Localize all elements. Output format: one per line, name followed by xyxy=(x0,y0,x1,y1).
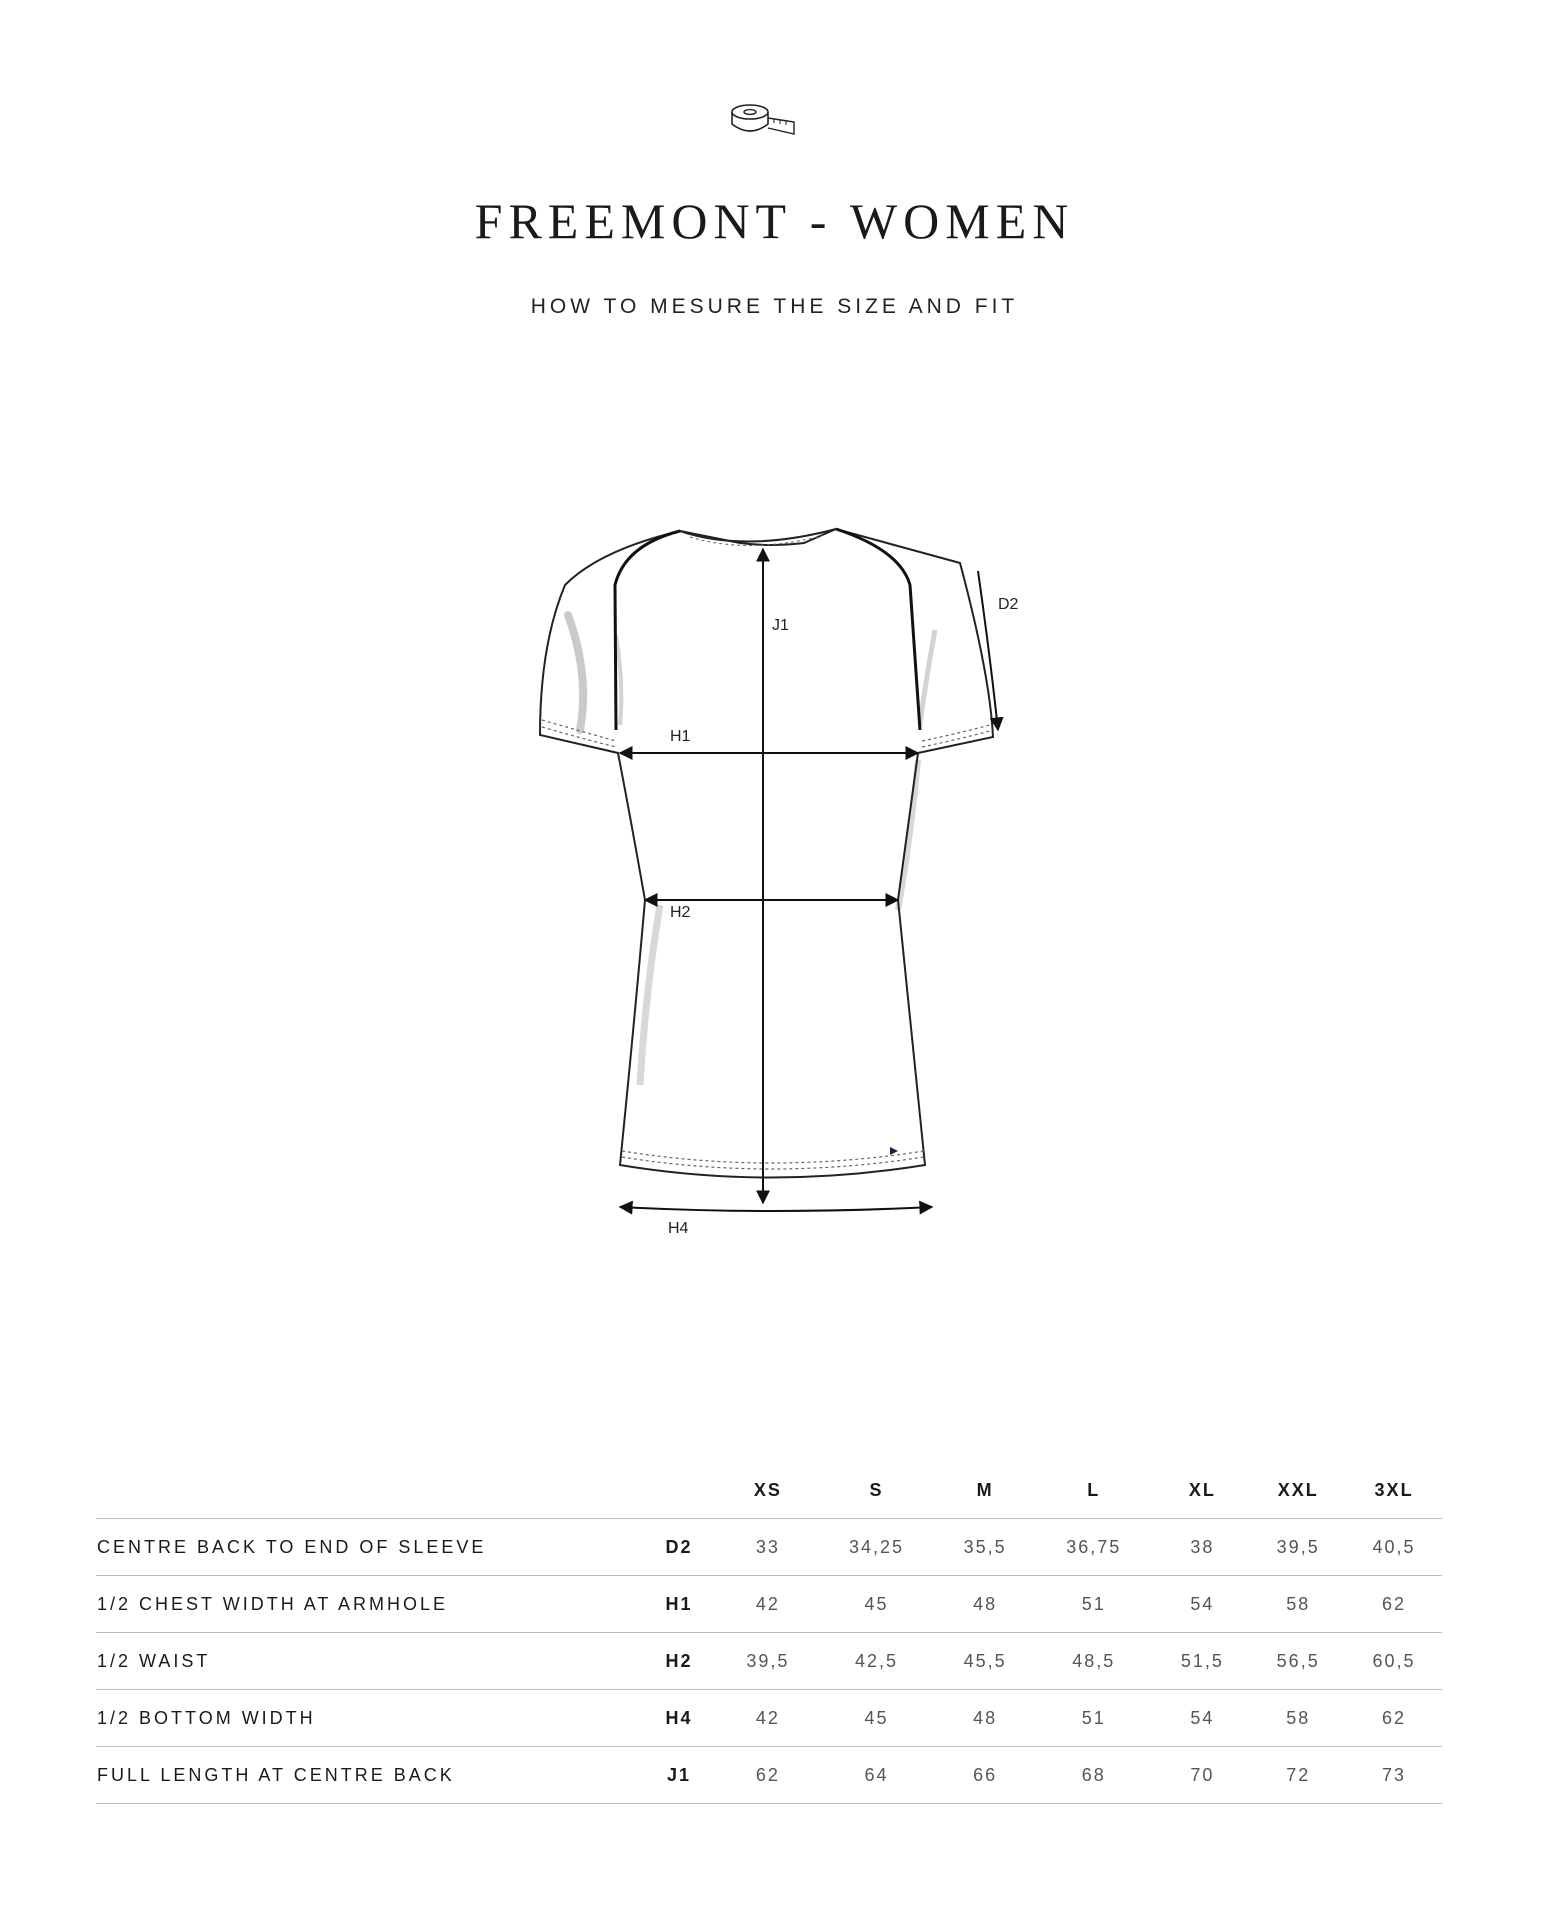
table-row xyxy=(96,1519,1442,1576)
table-cell: 70 xyxy=(1154,1747,1250,1804)
table-cell: 42 xyxy=(720,1690,816,1747)
table-cell: 45 xyxy=(816,1690,937,1747)
table-cell: 33 xyxy=(720,1519,816,1576)
size-table xyxy=(96,1462,1442,1804)
measurement-label: FULL LENGTH AT CENTRE BACK xyxy=(96,1747,638,1804)
size-header-xs: XS xyxy=(753,1479,782,1500)
table-cell: 45 xyxy=(816,1576,937,1633)
table-cell: 48 xyxy=(937,1576,1033,1633)
size-header-s: S xyxy=(869,1479,884,1500)
table-cell: 54 xyxy=(1154,1690,1250,1747)
table-cell: 35,5 xyxy=(937,1519,1033,1576)
table-row xyxy=(96,1747,1442,1804)
size-header-3xl: 3XL xyxy=(1374,1479,1414,1500)
table-cell: 66 xyxy=(937,1747,1033,1804)
page-subtitle: HOW TO MESURE THE SIZE AND FIT xyxy=(530,295,1019,318)
table-cell: 72 xyxy=(1250,1747,1346,1804)
table-cell: 62 xyxy=(720,1747,816,1804)
table-cell: 73 xyxy=(1346,1747,1442,1804)
size-header-xl: XL xyxy=(1188,1479,1216,1500)
table-cell: 36,75 xyxy=(1033,1519,1154,1576)
table-cell: 60,5 xyxy=(1346,1633,1442,1690)
measurement-code: J1 xyxy=(638,1747,720,1804)
h4-arrow xyxy=(620,1207,932,1211)
j1-label: J1 xyxy=(772,617,789,634)
table-cell: 45,5 xyxy=(937,1633,1033,1690)
measurement-label: CENTRE BACK TO END OF SLEEVE xyxy=(96,1519,638,1576)
size-header-m: M xyxy=(976,1479,994,1500)
table-cell: 39,5 xyxy=(720,1633,816,1690)
table-cell: 51 xyxy=(1033,1576,1154,1633)
table-cell: 56,5 xyxy=(1250,1633,1346,1690)
table-cell: 42 xyxy=(720,1576,816,1633)
measurement-code: H1 xyxy=(638,1576,720,1633)
measuring-tape-icon xyxy=(728,98,800,138)
table-cell: 54 xyxy=(1154,1576,1250,1633)
size-header-l: L xyxy=(1087,1479,1101,1500)
page-title: FREEMONT - WOMEN xyxy=(474,193,1075,249)
size-header-row xyxy=(96,1462,1442,1519)
h4-label: H4 xyxy=(668,1220,689,1235)
table-row xyxy=(96,1576,1442,1633)
table-cell: 39,5 xyxy=(1250,1519,1346,1576)
measurement-label: 1/2 BOTTOM WIDTH xyxy=(96,1690,638,1747)
table-cell: 40,5 xyxy=(1346,1519,1442,1576)
tshirt-measurement-diagram xyxy=(520,515,1040,1235)
table-cell: 64 xyxy=(816,1747,937,1804)
measurement-code: H2 xyxy=(638,1633,720,1690)
table-cell: 38 xyxy=(1154,1519,1250,1576)
table-cell: 51 xyxy=(1033,1690,1154,1747)
table-cell: 48 xyxy=(937,1690,1033,1747)
table-row xyxy=(96,1633,1442,1690)
measurement-label: 1/2 WAIST xyxy=(96,1633,638,1690)
table-cell: 62 xyxy=(1346,1576,1442,1633)
table-cell: 58 xyxy=(1250,1576,1346,1633)
table-cell: 34,25 xyxy=(816,1519,937,1576)
measurement-label: 1/2 CHEST WIDTH AT ARMHOLE xyxy=(96,1576,638,1633)
table-cell: 42,5 xyxy=(816,1633,937,1690)
table-cell: 68 xyxy=(1033,1747,1154,1804)
table-cell: 51,5 xyxy=(1154,1633,1250,1690)
header-blank xyxy=(96,1462,638,1519)
h1-label: H1 xyxy=(670,728,691,745)
header-code-blank xyxy=(638,1462,720,1519)
d2-label: D2 xyxy=(998,596,1019,613)
table-cell: 58 xyxy=(1250,1690,1346,1747)
table-cell: 62 xyxy=(1346,1690,1442,1747)
table-cell: 48,5 xyxy=(1033,1633,1154,1690)
h2-label: H2 xyxy=(670,904,691,921)
measurement-code: H4 xyxy=(638,1690,720,1747)
measurement-code: D2 xyxy=(638,1519,720,1576)
size-header-xxl: XXL xyxy=(1277,1479,1319,1500)
table-row xyxy=(96,1690,1442,1747)
